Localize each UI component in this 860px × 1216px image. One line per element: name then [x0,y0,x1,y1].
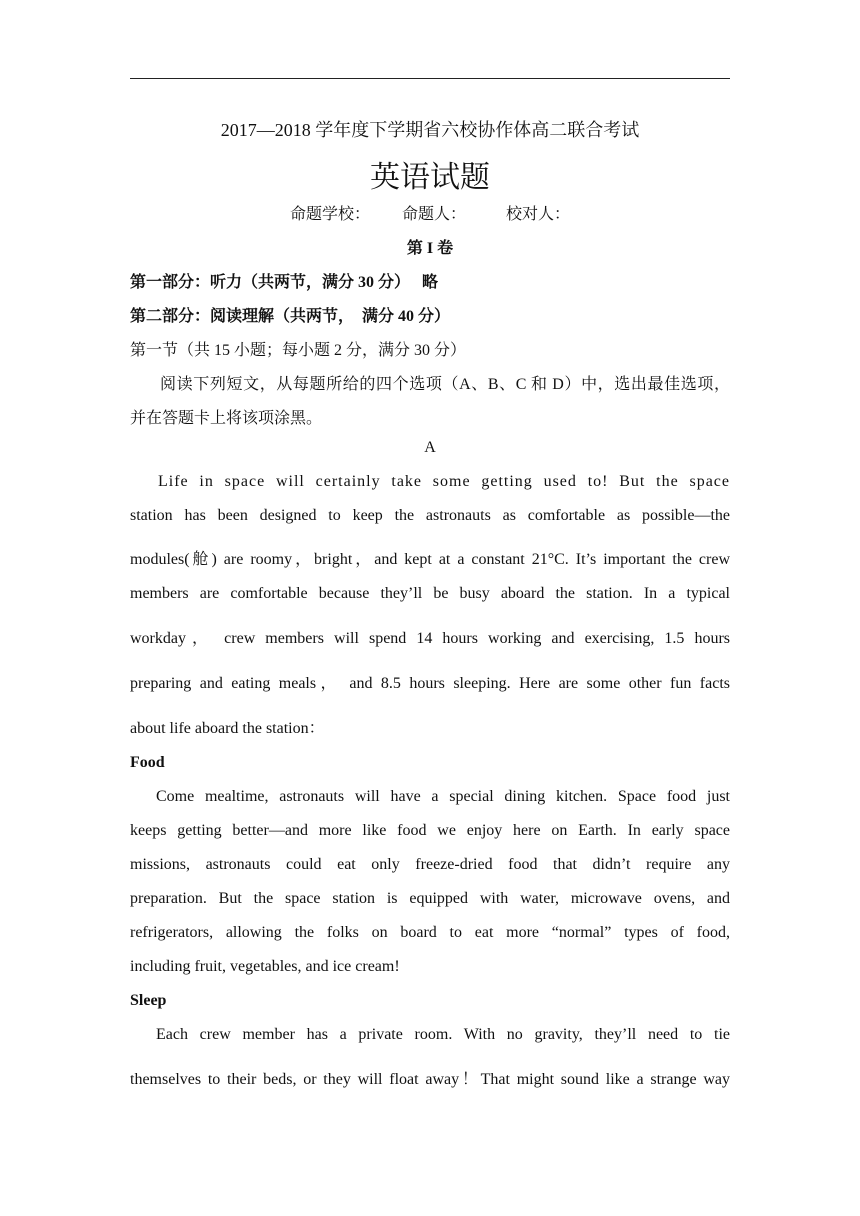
part2-heading [130,303,730,326]
volume-label: 第 I 卷 [406,240,454,257]
sleep-heading: Sleep [130,992,167,1009]
instruction-line-1: 阅读下列短文，从每题所给的四个选项（A、B、C 和 D）中，选出最佳选项， [160,376,730,393]
header-rule [130,78,730,79]
section1-heading: 第一节（共 15 小题；每小题 2 分，满分 30 分） [130,342,467,359]
passage-letter: A [424,439,436,456]
exam-title: 2017—2018 学年度下学期省六校协作体高二联合考试 [220,120,640,140]
intro-line-7: about life aboard the station： [130,720,325,737]
part1-heading [130,269,730,292]
food-heading: Food [130,754,165,771]
food-line-1: Come mealtime, astronauts will have a special dining kitchen. Space food just [156,788,730,805]
part1-text: 第一部分：听力（共两节，满分 30 分） 略 [130,274,439,291]
intro-line-2: station has been designed to keep the astronauts as comfortable as possible—the [130,507,730,524]
food-line-2: keeps getting better—and more like food we enjoy here on Earth. In early space [130,822,730,839]
intro-line-4: members are comfortable because they’ll be busy aboard the station. In a typical [130,585,730,602]
intro-line-6: preparing and eating meals， and 8.5 hours sleeping. Here are some other fun facts [130,675,731,692]
food-line-4: preparation. But the space station is equipped with water, microwave ovens, and [130,890,730,907]
food-line-5: refrigerators, allowing the folks on board to eat more “normal” types of food, [130,924,730,941]
sleep-line-1: Each crew member has a private room. With no gravity, they’ll need to tie [156,1026,730,1043]
intro-line-3: modules(舱) are roomy，bright，and kept at a constant 21°C. It’s important the crew [130,551,731,568]
intro-line-1: Life in space will certainly take some getting used to! But the space [158,473,730,490]
instruction-line-2: 并在答题卡上将该项涂黑。 [130,410,323,427]
food-line-3: missions, astronauts could eat only freeze-dried food that didn’t require any [130,856,730,873]
food-line-6: including fruit, vegetables, and ice cream! [130,958,400,975]
sleep-line-2: themselves to their beds, or they will float away！That might sound like a strange way [130,1071,730,1088]
meta-text: 命题学校： 命题人： 校对人： [289,206,570,223]
meta-line [130,201,730,224]
subject-title: 英语试题 [370,161,490,194]
intro-line-5: workday， crew members will spend 14 hours working and exercising, 1.5 hours [130,630,730,647]
part2-text: 第二部分：阅读理解（共两节， 满分 40 分） [130,308,451,325]
